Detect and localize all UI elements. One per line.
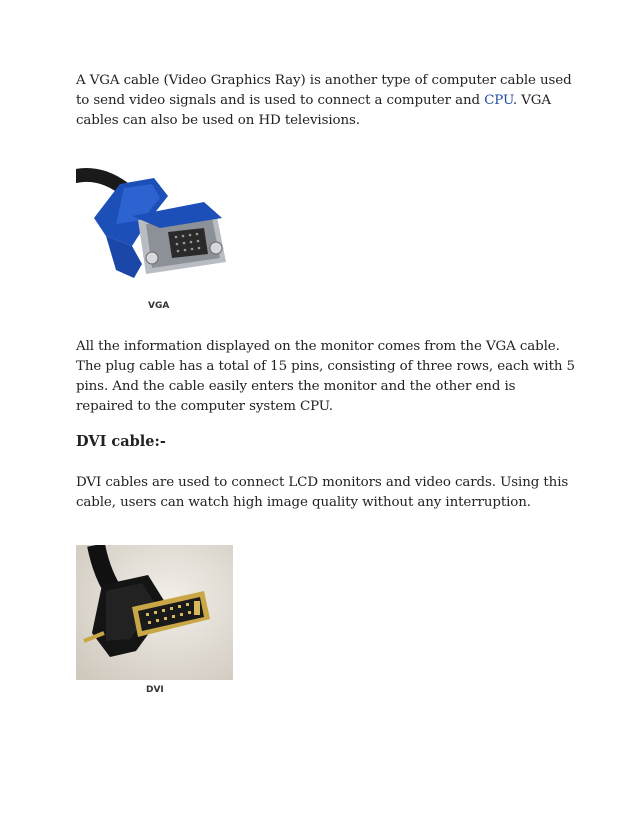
- paragraph-vga-details: All the information displayed on the monitor comes from the VGA cable. The plug cable has a total of 15 pins, consisting of three rows, each with 5 pins. And the cable easily enters the monitor and the other end is repaired to the computer system CPU.: [76, 339, 575, 414]
- vga-caption: VGA: [148, 301, 170, 311]
- dvi-cable-image: [76, 545, 233, 703]
- vga-cable-image: [76, 158, 233, 318]
- paragraph-text: A VGA cable (Video Graphics Ray) is another type of computer cable used to send video signals and is used to connect a computer and: [76, 73, 572, 108]
- vga-connector-illustration: [76, 158, 233, 298]
- dvi-connector-illustration: [76, 545, 233, 680]
- paragraph-text: . VGA cables can also be used on HD televisions.: [76, 93, 551, 128]
- paragraph-dvi: DVI cables are used to connect LCD monitors and video cards. Using this cable, users can watch high image quality without any interruption.: [76, 475, 569, 510]
- dvi-caption: DVI: [146, 685, 164, 695]
- dvi-cable-heading: DVI cable:-: [76, 433, 166, 450]
- cpu-link[interactable]: CPU: [484, 93, 513, 108]
- paragraph-vga-intro: [76, 71, 576, 131]
